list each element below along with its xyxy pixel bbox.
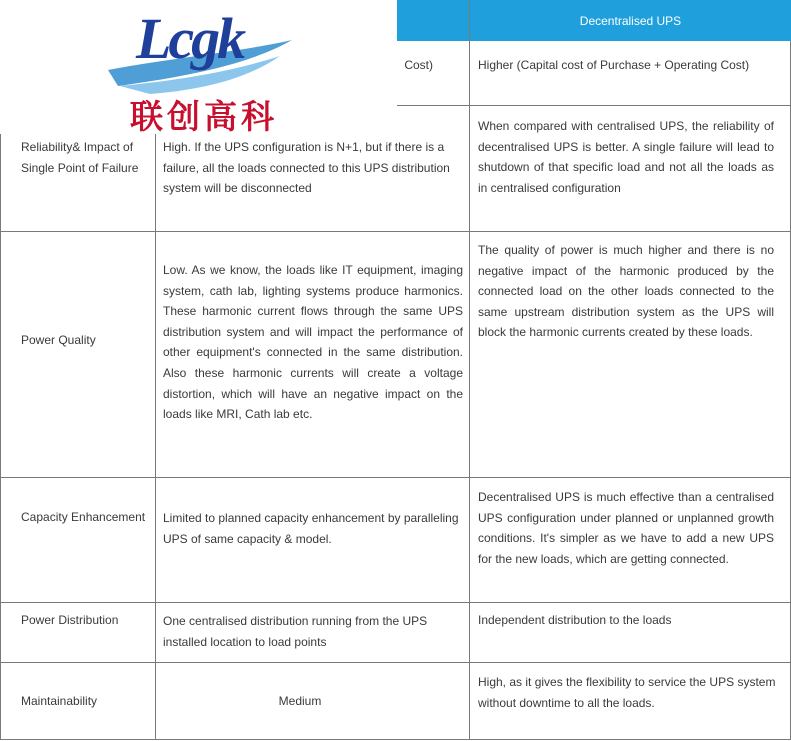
row-divider [0, 602, 791, 603]
logo-chinese-text: 联创高科 [130, 97, 278, 134]
param-maintainability: Maintainability [21, 694, 98, 708]
capacity-centralised: Limited to planned capacity enhancement by paralleling UPS of same capacity & model. [163, 511, 459, 546]
distribution-decentralised: Independent distribution to the loads [478, 613, 672, 627]
param-power-quality: Power Quality [21, 333, 96, 347]
header-decentralised: Decentralised UPS [579, 13, 682, 28]
logo-graphic [0, 0, 397, 134]
company-logo [0, 0, 397, 134]
reliability-centralised: High. If the UPS configuration is N+1, but if there is a failure, all the loads connected to this UPS distribution system will be disconnected [163, 140, 450, 196]
column-divider [155, 41, 156, 740]
param-reliability: Reliability& Impact of Single Point of Failure [21, 140, 139, 175]
reliability-decentralised: When compared with centralised UPS, the reliability of decentralised UPS is better. A single failure will lead to shutdown of that specific load and not all the loads as in centralised configuration [478, 119, 774, 195]
param-capacity-enhancement: Capacity Enhancement [21, 510, 146, 524]
cost-centralised: Cost) [404, 58, 433, 72]
power-quality-decentralised: The quality of power is much higher and there is no negative impact of the harmonic produced by the connected load on the other loads connected to the same upstream distribution system as the UPS will block the harmonic currents created by these loads. [478, 243, 774, 340]
row-divider [0, 231, 791, 232]
cost-decentralised: Higher (Capital cost of Purchase + Operating Cost) [478, 58, 750, 72]
column-divider [0, 41, 1, 740]
distribution-centralised: One centralised distribution running from the UPS installed location to load points [163, 614, 428, 649]
row-divider [0, 739, 791, 740]
maintainability-centralised: Medium [278, 694, 322, 708]
maintainability-decentralised: High, as it gives the flexibility to service the UPS system without downtime to all the loads. [478, 675, 776, 710]
row-divider [0, 477, 791, 478]
power-quality-centralised: Low. As we know, the loads like IT equipment, imaging system, cath lab, lighting systems produce harmonics. These harmonic current flows through the same UPS distribution system and will impact the performance of other equipment's connected in the same distribution. Also these harmonic currents will create a voltage distortion, which will have an negative impact on the loads like MRI, Cath lab etc. [163, 263, 463, 422]
column-divider [469, 0, 470, 740]
row-divider [0, 662, 791, 663]
logo-text: Lcgk [136, 6, 244, 71]
param-power-distribution: Power Distribution [21, 613, 119, 627]
capacity-decentralised: Decentralised UPS is much effective than a centralised UPS configuration under planned or unplanned growth conditions. It's simpler as we have to add a new UPS for the new loads, which are getting connected. [478, 490, 774, 566]
